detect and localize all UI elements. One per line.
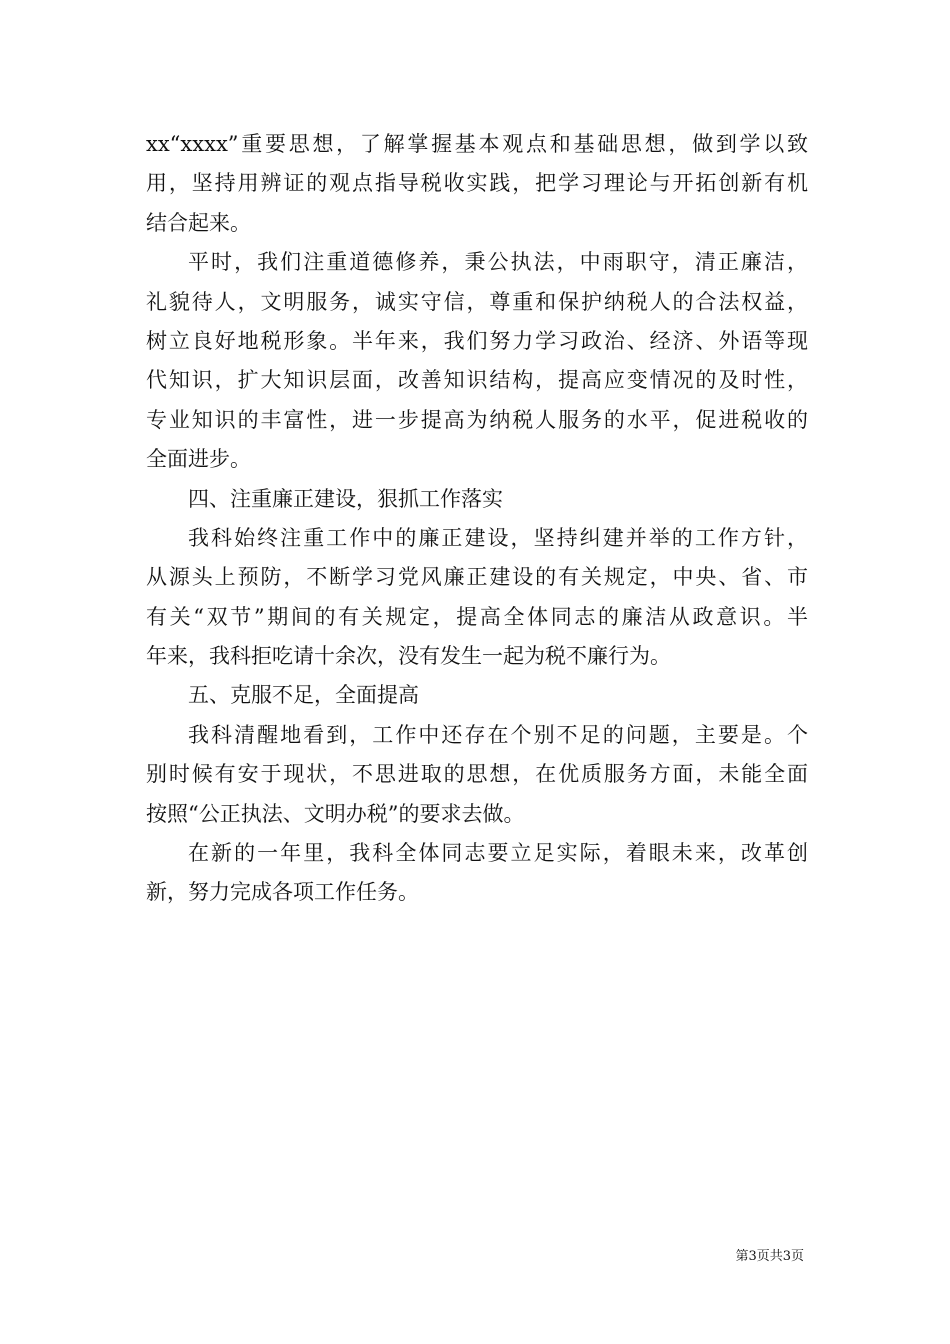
- section-heading: 四、注重廉正建设，狠抓工作落实: [188, 486, 503, 511]
- text-line: 树立良好地税形象。半年来，我们努力学习政治、经济、外语等现: [146, 328, 808, 353]
- page-number-footer: 第3页共3页: [735, 1249, 804, 1264]
- text-line: 用，坚持用辨证的观点指导税收实践，把学习理论与开拓创新有机: [146, 171, 808, 196]
- text-line: 年来，我科拒吃请十余次，没有发生一起为税不廉行为。: [146, 644, 671, 669]
- text-line: 专业知识的丰富性，进一步提高为纳税人服务的水平，促进税收的: [146, 407, 808, 432]
- text-line: 全面进步。: [146, 447, 251, 472]
- text-line: 按照“公正执法、文明办税”的要求去做。: [146, 801, 525, 826]
- text-line: 我科清醒地看到，工作中还存在个别不足的问题，主要是。个: [188, 722, 808, 747]
- section-heading: 五、克服不足，全面提高: [188, 683, 419, 708]
- text-line: xx“xxxx”重要思想，了解掌握基本观点和基础思想，做到学以致: [146, 132, 808, 156]
- document-body: [146, 125, 808, 913]
- text-line: 我科始终注重工作中的廉正建设，坚持纠建并举的工作方针，: [188, 525, 808, 550]
- text-line: 在新的一年里，我科全体同志要立足实际，着眼未来，改革创: [188, 841, 808, 866]
- text-line: 别时候有安于现状，不思进取的思想，在优质服务方面，未能全面: [146, 762, 808, 787]
- text-line: 有关“双节”期间的有关规定，提高全体同志的廉洁从政意识。半: [146, 604, 808, 629]
- text-line: 新，努力完成各项工作任务。: [146, 880, 419, 905]
- text-line: 平时，我们注重道德修养，秉公执法，中雨职守，清正廉洁，: [188, 250, 808, 275]
- text-line: 从源头上预防，不断学习党风廉正建设的有关规定，中央、省、市: [146, 565, 808, 590]
- text-line: 礼貌待人，文明服务，诚实守信，尊重和保护纳税人的合法权益，: [146, 289, 808, 314]
- text-line: 代知识，扩大知识层面，改善知识结构，提高应变情况的及时性，: [146, 368, 808, 393]
- text-line: 结合起来。: [146, 210, 251, 235]
